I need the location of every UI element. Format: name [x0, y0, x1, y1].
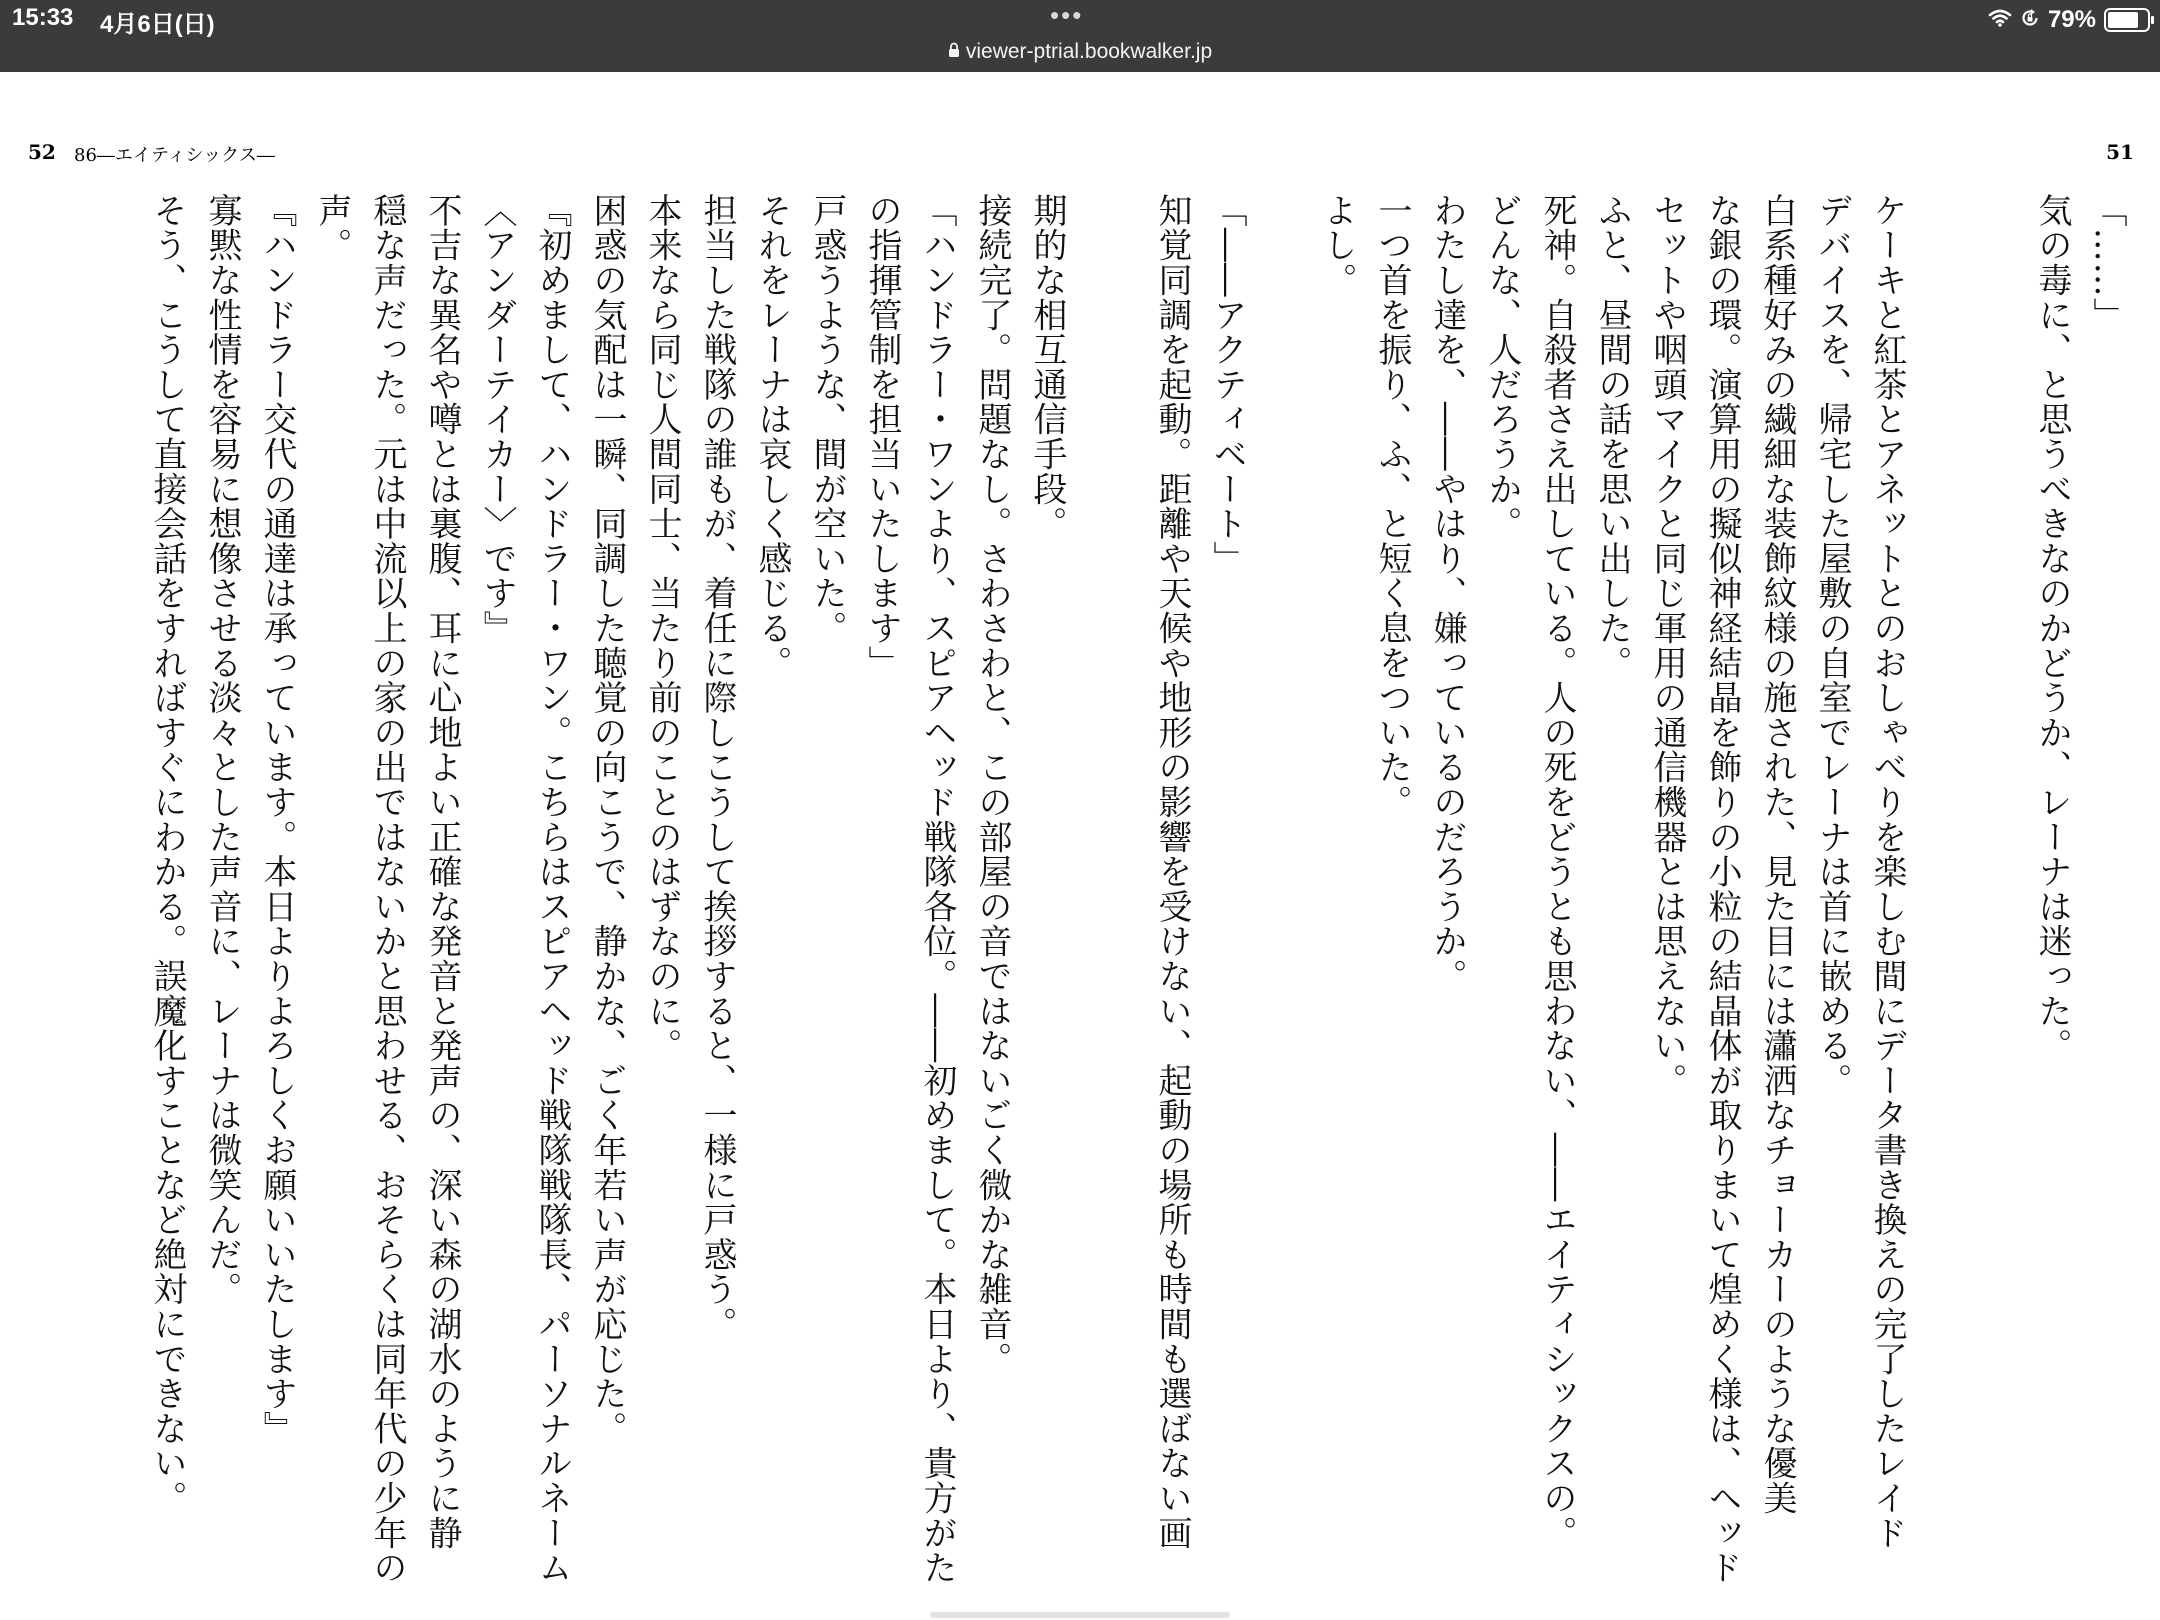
right-page-number: 51 — [2106, 140, 2134, 164]
home-indicator[interactable] — [930, 1612, 1230, 1618]
text-column: ふと、昼間の話を思い出した。 — [1592, 193, 1632, 681]
text-column: よし。 — [1317, 193, 1357, 298]
text-column: 『初めまして、ハンドラー・ワン。こちらはスピアヘッド戦隊戦隊長、パーソナルネーム — [532, 193, 572, 1585]
text-column: 「――アクティベート」 — [1207, 193, 1247, 576]
text-column: ケーキと紅茶とアネットとのおしゃべりを楽しむ間にデータ書き換えの完了したレイド — [1867, 193, 1907, 1551]
text-column: 白系種好みの繊細な装飾紋様の施された、見た目には瀟洒なチョーカーのような優美 — [1757, 193, 1797, 1516]
battery-percentage: 79% — [2047, 6, 2096, 33]
text-column: な銀の環。演算用の擬似神経結晶を飾りの小粒の結晶体が取りまいて煌めく様は、ヘッド — [1702, 193, 1742, 1585]
text-column: 戸惑うような、間が空いた。 — [807, 193, 847, 646]
running-title: 86―エイティシックス― — [74, 145, 275, 166]
text-column: 「ハンドラー・ワンより、スピアヘッド戦隊各位。――初めまして。本日より、貴方がた — [917, 193, 957, 1585]
text-column: 「……」 — [2087, 193, 2127, 333]
text-column: 担当した戦隊の誰もが、着任に際しこうして挨拶すると、一様に戸惑う。 — [697, 193, 737, 1342]
text-column: どんな、人だろうか。 — [1482, 193, 1522, 541]
text-column: 〈アンダーテイカー〉です』 — [477, 193, 517, 646]
lock-icon — [948, 40, 960, 64]
text-column: 穏な声だった。元は中流以上の家の出ではないかと思わせる、おそらくは同年代の少年の — [367, 193, 407, 1585]
text-column: 寡黙な性情を容易に想像させる淡々とした声音に、レーナは微笑んだ。 — [202, 193, 242, 1307]
text-column: 困惑の気配は一瞬、同調した聴覚の向こうで、静かな、ごく年若い声が応じた。 — [587, 193, 627, 1446]
text-column: 期的な相互通信手段。 — [1027, 193, 1067, 541]
left-page-number: 52 — [28, 140, 56, 164]
text-column: 一つ首を振り、ふ、と短く息をついた。 — [1372, 193, 1412, 820]
text-column: 気の毒に、と思うべきなのかどうか、レーナは迷った。 — [2032, 193, 2072, 1063]
text-column: 声。 — [312, 193, 352, 263]
wifi-icon — [1988, 9, 2012, 32]
text-column: 死神。自殺者さえ出している。人の死をどうとも思わない、――エイティシックスの。 — [1537, 193, 1577, 1551]
text-column: 接続完了。問題なし。さわさわと、この部屋の音ではないごく微かな雑音。 — [972, 193, 1012, 1377]
text-column: わたし達を、――やはり、嫌っているのだろうか。 — [1427, 193, 1467, 994]
multitasking-dots-icon[interactable]: ••• — [1050, 0, 1084, 30]
text-column: そう、こうして直接会話をすればすぐにわかる。誤魔化すことなど絶対にできない。 — [147, 193, 187, 1516]
text-column: の指揮管制を担当いたします」 — [862, 193, 902, 681]
text-column: デバイスを、帰宅した屋敷の自室でレーナは首に嵌める。 — [1812, 193, 1852, 1098]
status-bar — [0, 0, 2160, 72]
status-indicators — [1988, 2, 2150, 38]
text-column: セットや咽頭マイクと同じ軍用の通信機器とは思えない。 — [1647, 193, 1687, 1098]
text-column: それをレーナは哀しく感じる。 — [752, 193, 792, 681]
status-time: 15:33 — [12, 4, 74, 31]
battery-icon — [2104, 8, 2150, 32]
text-column: 知覚同調を起動。距離や天候や地形の影響を受けない、起動の場所も時間も選ばない画 — [1152, 193, 1192, 1551]
text-column: 本来なら同じ人間同士、当たり前のことのはずなのに。 — [642, 193, 682, 1063]
text-column: 不吉な異名や噂とは裏腹、耳に心地よい正確な発音と発声の、深い森の湖水のように静 — [422, 193, 462, 1551]
url-text: viewer-ptrial.bookwalker.jp — [965, 40, 1213, 63]
orientation-lock-icon — [2020, 8, 2040, 33]
text-column: 『ハンドラー交代の通達は承っています。本日よりよろしくお願いいたします』 — [257, 193, 297, 1446]
status-date: 4月6日(日) — [100, 11, 215, 38]
address-bar[interactable] — [0, 40, 2160, 64]
